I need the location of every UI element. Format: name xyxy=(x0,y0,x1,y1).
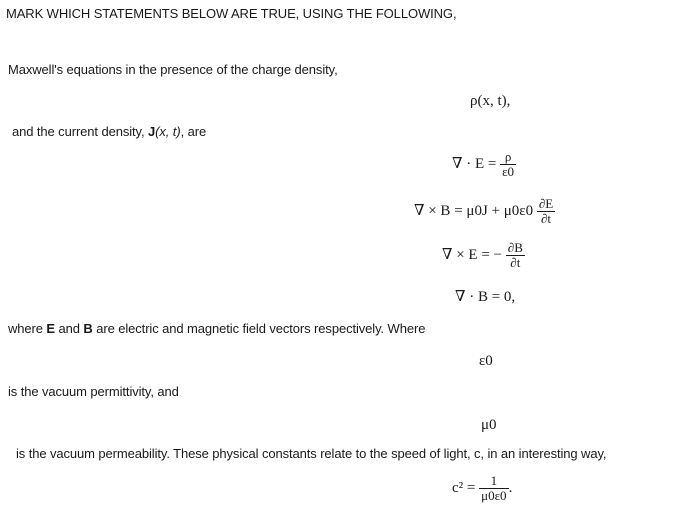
eq2-numerator: ∂E xyxy=(538,196,554,211)
equation-gauss-magnetism: ∇ · B = 0, xyxy=(455,289,516,305)
eq3-fraction xyxy=(506,241,525,270)
where-B: B xyxy=(83,321,93,336)
equation-ampere xyxy=(414,197,555,226)
heading: MARK WHICH STATEMENTS BELOW ARE TRUE, USING THE FOLLOWING, xyxy=(6,6,457,21)
c2-tail: . xyxy=(508,479,513,496)
equation-speed-of-light xyxy=(452,474,512,503)
mu-zero-symbol: μ0 xyxy=(481,417,497,433)
c2-denominator: μ0ε0 xyxy=(481,488,507,503)
current-args: (x, t) xyxy=(155,124,181,139)
eq3-numerator: ∂B xyxy=(507,240,523,255)
current-symbol: J xyxy=(148,124,156,139)
where-mid: and xyxy=(55,321,84,336)
current-pre: and the current density, xyxy=(12,124,149,139)
eq1-lhs: ∇ · E = xyxy=(452,155,497,172)
epsilon-zero-symbol: ε0 xyxy=(479,353,493,369)
eq2-fraction xyxy=(537,197,555,226)
c2-lhs: c² = xyxy=(452,479,476,496)
eq1-fraction xyxy=(500,150,516,179)
current-density-text xyxy=(12,124,206,140)
intro-text: Maxwell's equations in the presence of the charge density, xyxy=(8,62,338,77)
c2-fraction xyxy=(479,474,508,503)
where-text xyxy=(8,321,425,337)
c2-numerator: 1 xyxy=(479,474,508,489)
where-E: E xyxy=(46,321,55,336)
where-post: are electric and magnetic field vectors respectively. Where xyxy=(92,321,426,336)
permeability-text: is the vacuum permeability. These physical constants relate to the speed of light, c, in an interesting way, xyxy=(16,446,607,461)
current-post: , are xyxy=(180,124,207,139)
equation-gauss xyxy=(452,150,516,179)
where-pre: where xyxy=(8,321,47,336)
eq1-denominator: ε0 xyxy=(502,164,515,179)
eq2-lhs: ∇ × B = μ0J + μ0ε0 xyxy=(414,202,534,219)
eq2-denominator: ∂t xyxy=(540,211,552,226)
eq1-numerator: ρ xyxy=(500,150,516,165)
eq3-denominator: ∂t xyxy=(510,255,521,270)
eq3-lhs: ∇ × E = − xyxy=(442,246,503,263)
permittivity-text: is the vacuum permittivity, and xyxy=(8,384,179,399)
charge-density-expression: ρ(x, t), xyxy=(470,93,511,109)
equation-faraday xyxy=(442,241,525,270)
